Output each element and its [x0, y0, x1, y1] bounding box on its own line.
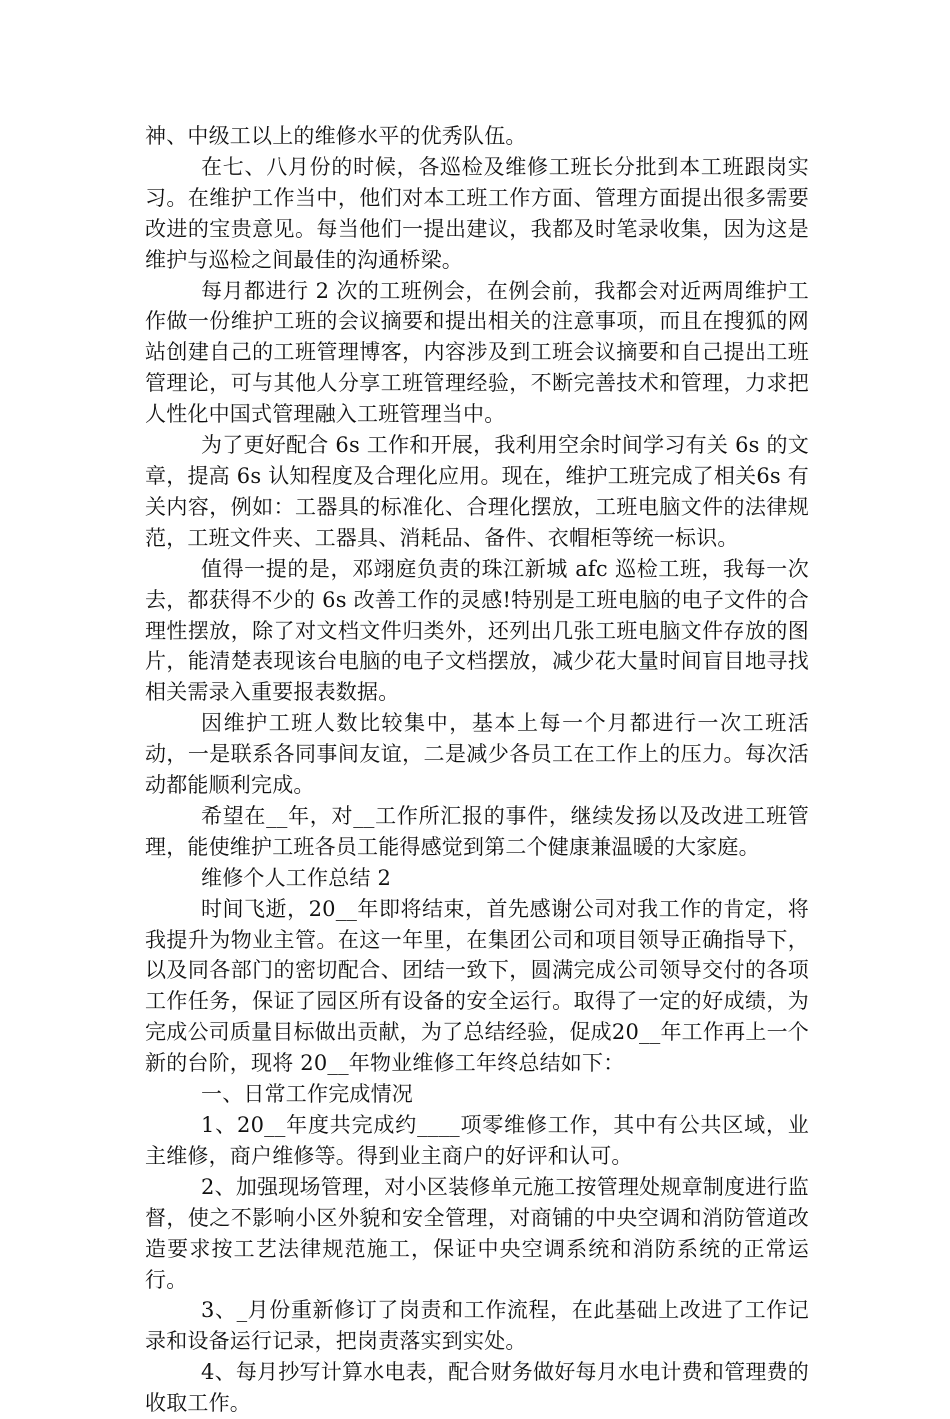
- paragraph-3: 每月都进行 2 次的工班例会，在例会前，我都会对近两周维护工作做一份维护工班的会议摘要和提出相关的注意事项，而且在搜狐的网站创建自己的工班管理博客，内容涉及到工班会议摘要和自己提出工班管理论，可与其他人分享工班管理经验，不断完善技术和管理，力求把人性化中国式管理融入工班管理当中。: [145, 278, 809, 427]
- paragraph-8: 时间飞逝，20__年即将结束，首先感谢公司对我工作的肯定，将我提升为物业主管。在这一年里，在集团公司和项目领导正确指导下，以及同各部门的密切配合、团结一致下，圆满完成公司领导交付的各项工作任务，保证了园区所有设备的安全运行。取得了一定的好成绩，为完成公司质量目标做出贡献，为了总结经验，促成20__年工作再上一个新的台阶，现将 20__年物业维修工年终总结如下：: [145, 896, 809, 1076]
- subheading-daily-work: 一、日常工作完成情况: [201, 1082, 413, 1107]
- document-page: [145, 121, 809, 1419]
- paragraph-1: 神、中级工以上的维修水平的优秀队伍。: [145, 124, 527, 148]
- list-item-3: 3、_月份重新修订了岗责和工作流程，在此基础上改进了工作记录和设备运行记录，把岗责落实到实处。: [145, 1298, 809, 1354]
- list-item-1: 1、20__年度共完成约____项零维修工作，其中有公共区域，业主维修，商户维修等。得到业主商户的好评和认可。: [145, 1113, 809, 1168]
- paragraph-2: 在七、八月份的时候，各巡检及维修工班长分批到本工班跟岗实习。在维护工作当中，他们对本工班工作方面、管理方面提出很多需要改进的宝贵意见。每当他们一提出建议，我都及时笔录收集，因为这是维护与巡检之间最佳的沟通桥梁。: [145, 154, 809, 272]
- paragraph-7: 希望在__年，对__工作所汇报的事件，继续发扬以及改进工班管理，能使维护工班各员工能得感觉到第二个健康兼温暖的大家庭。: [145, 803, 809, 859]
- list-item-4: 4、每月抄写计算水电表，配合财务做好每月水电计费和管理费的收取工作。: [145, 1360, 809, 1416]
- list-item-2: 2、加强现场管理，对小区装修单元施工按管理处规章制度进行监督，使之不影响小区外貌和安全管理，对商铺的中央空调和消防管道改造要求按工艺法律规范施工，保证中央空调系统和消防系统的正常运行。: [145, 1174, 809, 1292]
- paragraph-5: 值得一提的是，邓翊庭负责的珠江新城 afc 巡检工班，我每一次去，都获得不少的 6s 改善工作的灵感!特别是工班电脑的电子文件的合理性摆放，除了对文档文件归类外，还列出几张工班电脑文件存放的图片，能清楚表现该台电脑的电子文档摆放，减少花大量时间盲目地寻找相关需录入重要报表数据。: [145, 556, 809, 705]
- paragraph-6: 因维护工班人数比较集中，基本上每一个月都进行一次工班活动，一是联系各同事间友谊，二是减少各员工在工作上的压力。每次活动都能顺利完成。: [145, 711, 809, 798]
- section-title-2: 维修个人工作总结 2: [201, 865, 392, 890]
- paragraph-4: 为了更好配合 6s 工作和开展，我利用空余时间学习有关 6s 的文章，提高 6s 认知程度及合理化应用。现在，维护工班完成了相关6s 有关内容，例如：工器具的标准化、合理化摆放，工班电脑文件的法律规范，工班文件夹、工器具、消耗品、备件、衣帽柜等统一标识。: [145, 433, 809, 550]
